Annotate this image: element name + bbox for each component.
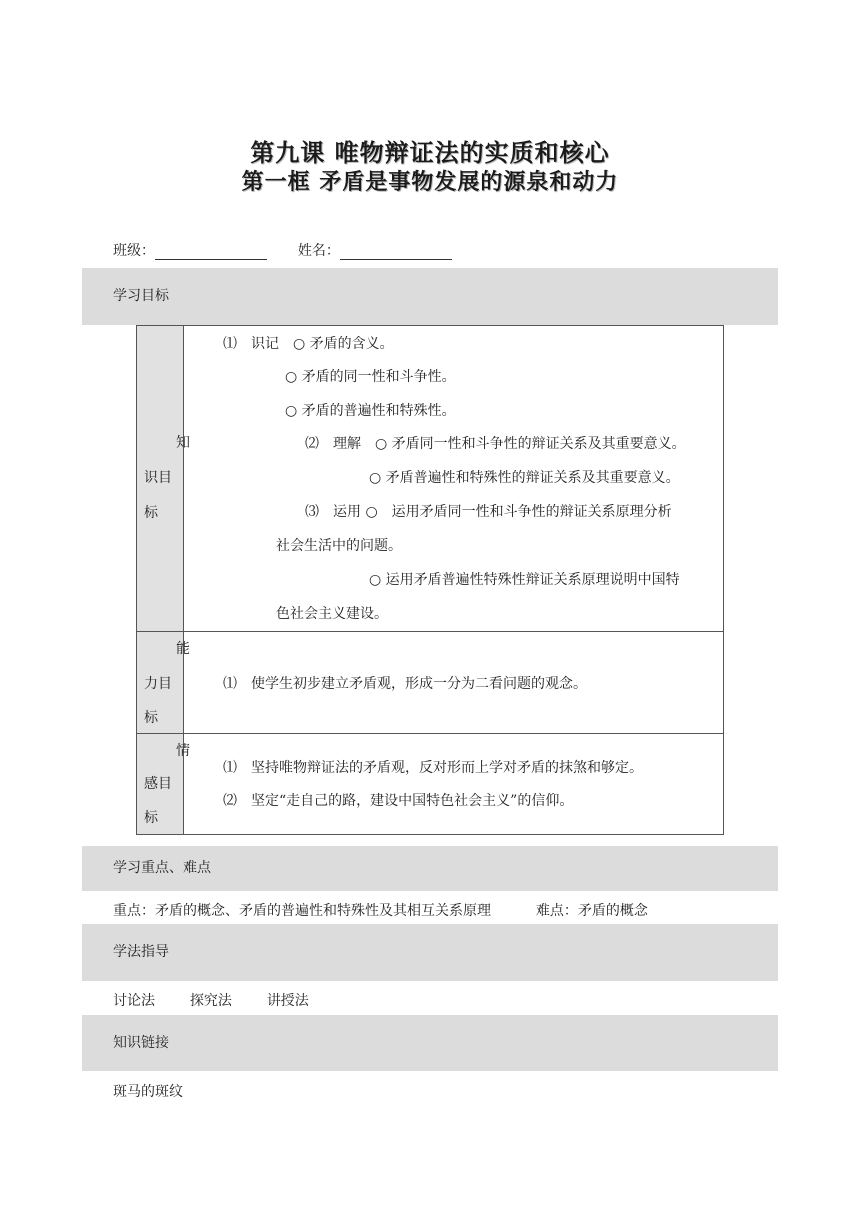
knowledge-line-6: ⑶ 运用 ○ 运用矛盾同一性和斗争性的辩证关系原理分析 bbox=[305, 504, 672, 520]
focus-text: 重点：矛盾的概念、矛盾的普遍性和特殊性及其相互关系原理 bbox=[113, 903, 491, 919]
name-label: 姓名： bbox=[297, 243, 340, 259]
class-label: 班级： bbox=[113, 243, 155, 259]
knowledge-link-text: 斑马的斑纹 bbox=[113, 1084, 183, 1100]
key-points-band bbox=[82, 846, 778, 891]
methods-row bbox=[113, 990, 309, 1010]
ability-label-3: 标 bbox=[144, 710, 158, 726]
knowledge-line-7: 社会生活中的问题。 bbox=[276, 538, 402, 554]
knowledge-line-1: ⑴ 识记 ○ 矛盾的含义。 bbox=[223, 336, 394, 352]
knowledge-line-9: 色社会主义建设。 bbox=[276, 606, 388, 622]
knowledge-link-band bbox=[82, 1015, 778, 1071]
class-blank[interactable] bbox=[155, 243, 267, 260]
ability-goals-row bbox=[137, 632, 723, 734]
method-heading: 学法指导 bbox=[113, 944, 169, 960]
method-item: 探究法 bbox=[189, 993, 232, 1009]
key-points-heading: 学习重点、难点 bbox=[113, 860, 211, 876]
emotion-label-1: 情 bbox=[176, 743, 190, 759]
name-blank[interactable] bbox=[340, 243, 452, 260]
goals-band bbox=[82, 268, 778, 325]
goals-table bbox=[136, 325, 724, 835]
emotion-line-2: ⑵ 坚定“走自己的路，建设中国特色社会主义”的信仰。 bbox=[223, 793, 574, 809]
knowledge-line-3: ○ 矛盾的普遍性和特殊性。 bbox=[285, 403, 456, 419]
emotion-label-3: 标 bbox=[144, 810, 158, 826]
difficulty-text: 难点：矛盾的概念 bbox=[535, 903, 648, 919]
method-item: 讨论法 bbox=[113, 993, 155, 1009]
ability-line-1: ⑴ 使学生初步建立矛盾观，形成一分为二看问题的观念。 bbox=[223, 676, 587, 692]
emotion-line-1: ⑴ 坚持唯物辩证法的矛盾观，反对形而上学对矛盾的抹煞和够定。 bbox=[223, 760, 643, 776]
key-points-row bbox=[113, 900, 648, 920]
title-block bbox=[0, 138, 860, 198]
ability-label-1: 能 bbox=[176, 641, 190, 657]
knowledge-label-1: 知 bbox=[176, 435, 190, 451]
emotion-label-2: 感目 bbox=[144, 776, 172, 792]
knowledge-label-3: 标 bbox=[144, 505, 158, 521]
knowledge-goals-row bbox=[137, 326, 723, 632]
lesson-title: 第九课 唯物辩证法的实质和核心 bbox=[250, 139, 610, 167]
knowledge-label-2: 识目 bbox=[144, 470, 172, 486]
knowledge-line-5: ○ 矛盾普遍性和特殊性的辩证关系及其重要意义。 bbox=[369, 470, 680, 486]
emotion-goals-row bbox=[137, 734, 723, 834]
method-band bbox=[82, 924, 778, 981]
knowledge-link-heading: 知识链接 bbox=[113, 1035, 169, 1051]
goals-heading: 学习目标 bbox=[113, 288, 169, 304]
knowledge-line-4: ⑵ 理解 ○ 矛盾同一性和斗争性的辩证关系及其重要意义。 bbox=[305, 436, 686, 452]
student-info-row bbox=[113, 240, 452, 260]
section-title: 第一框 矛盾是事物发展的源泉和动力 bbox=[241, 170, 619, 195]
ability-label-2: 力目 bbox=[144, 676, 172, 692]
knowledge-line-8: ○ 运用矛盾普遍性特殊性辩证关系原理说明中国特 bbox=[369, 572, 680, 588]
method-item: 讲授法 bbox=[266, 993, 309, 1009]
knowledge-line-2: ○ 矛盾的同一性和斗争性。 bbox=[285, 369, 456, 385]
